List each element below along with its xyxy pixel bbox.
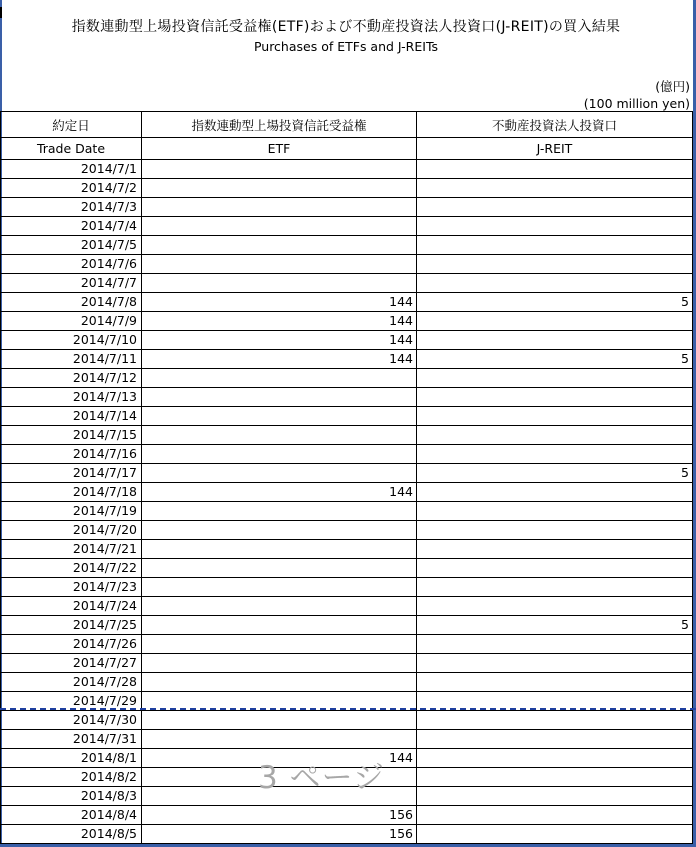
table-row [1, 483, 693, 502]
unit-japanese: (億円) [655, 79, 690, 94]
date-cell[interactable]: 2014/7/9 [1, 312, 142, 331]
table-row [1, 369, 693, 388]
date-cell[interactable]: 2014/7/5 [1, 236, 142, 255]
etf-cell[interactable]: 144 [142, 350, 417, 369]
etf-cell[interactable] [142, 597, 417, 616]
jreit-cell[interactable] [417, 540, 693, 559]
date-cell[interactable]: 2014/7/20 [1, 521, 142, 540]
jreit-cell[interactable] [417, 654, 693, 673]
header-trade-date-en[interactable]: Trade Date [1, 138, 142, 160]
jreit-cell[interactable] [417, 445, 693, 464]
etf-cell[interactable] [142, 445, 417, 464]
etf-cell[interactable] [142, 464, 417, 483]
date-cell[interactable]: 2014/7/2 [1, 179, 142, 198]
jreit-cell[interactable] [417, 597, 693, 616]
jreit-cell[interactable] [417, 312, 693, 331]
etf-cell[interactable] [142, 217, 417, 236]
etf-cell[interactable] [142, 730, 417, 749]
jreit-cell[interactable] [417, 578, 693, 597]
jreit-cell[interactable] [417, 521, 693, 540]
etf-cell[interactable] [142, 179, 417, 198]
table-row [1, 407, 693, 426]
purchases-table [0, 111, 693, 844]
date-cell[interactable]: 2014/7/7 [1, 274, 142, 293]
table-row [1, 521, 693, 540]
date-cell[interactable]: 2014/7/3 [1, 198, 142, 217]
table-row [1, 198, 693, 217]
table-row [1, 730, 693, 749]
unit-english: (100 million yen) [583, 96, 690, 111]
table-row [1, 673, 693, 692]
table-row [1, 559, 693, 578]
etf-cell[interactable] [142, 407, 417, 426]
title-english: Purchases of ETFs and J-REITs [253, 39, 439, 54]
jreit-cell[interactable] [417, 635, 693, 654]
jreit-cell[interactable] [417, 483, 693, 502]
etf-cell[interactable] [142, 274, 417, 293]
jreit-cell[interactable] [417, 825, 693, 844]
header-jreit-jp[interactable]: 不動産投資法人投資口 [417, 112, 693, 138]
etf-cell[interactable]: 156 [142, 825, 417, 844]
etf-cell[interactable] [142, 559, 417, 578]
jreit-cell[interactable] [417, 673, 693, 692]
jreit-cell[interactable] [417, 711, 693, 730]
jreit-cell[interactable] [417, 160, 693, 179]
jreit-cell[interactable] [417, 388, 693, 407]
table-body [1, 160, 693, 844]
table-row [1, 711, 693, 730]
header-etf-en[interactable]: ETF [142, 138, 417, 160]
jreit-cell[interactable] [417, 749, 693, 768]
etf-cell[interactable]: 144 [142, 483, 417, 502]
table-row [1, 217, 693, 236]
date-cell[interactable]: 2014/7/17 [1, 464, 142, 483]
jreit-cell[interactable] [417, 179, 693, 198]
jreit-cell[interactable] [417, 255, 693, 274]
table-row [1, 331, 693, 350]
jreit-cell[interactable]: 5 [417, 464, 693, 483]
header-trade-date-jp[interactable]: 約定日 [1, 112, 142, 138]
table-row [1, 255, 693, 274]
table-row [1, 825, 693, 844]
date-cell[interactable]: 2014/7/14 [1, 407, 142, 426]
etf-cell[interactable] [142, 255, 417, 274]
date-cell[interactable]: 2014/7/30 [1, 711, 142, 730]
etf-cell[interactable] [142, 673, 417, 692]
table-row [1, 654, 693, 673]
jreit-cell[interactable] [417, 369, 693, 388]
date-cell[interactable]: 2014/7/4 [1, 217, 142, 236]
table-row [1, 236, 693, 255]
date-cell[interactable]: 2014/8/3 [1, 787, 142, 806]
date-cell[interactable]: 2014/7/25 [1, 616, 142, 635]
table-row [1, 806, 693, 825]
jreit-cell[interactable] [417, 426, 693, 445]
date-cell[interactable]: 2014/7/23 [1, 578, 142, 597]
etf-cell[interactable] [142, 198, 417, 217]
date-cell[interactable]: 2014/8/2 [1, 768, 142, 787]
table-row [1, 445, 693, 464]
date-cell[interactable]: 2014/7/8 [1, 293, 142, 312]
etf-cell[interactable] [142, 502, 417, 521]
etf-cell[interactable] [142, 540, 417, 559]
etf-cell[interactable] [142, 160, 417, 179]
etf-cell[interactable] [142, 521, 417, 540]
etf-cell[interactable] [142, 369, 417, 388]
jreit-cell[interactable] [417, 217, 693, 236]
jreit-cell[interactable]: 5 [417, 616, 693, 635]
table-row [1, 160, 693, 179]
table-row [1, 312, 693, 331]
date-cell[interactable]: 2014/7/22 [1, 559, 142, 578]
date-cell[interactable]: 2014/8/4 [1, 806, 142, 825]
jreit-cell[interactable] [417, 730, 693, 749]
table-row [1, 616, 693, 635]
jreit-cell[interactable]: 5 [417, 293, 693, 312]
date-cell[interactable]: 2014/8/1 [1, 749, 142, 768]
date-cell[interactable]: 2014/7/6 [1, 255, 142, 274]
etf-cell[interactable] [142, 578, 417, 597]
table-row [1, 293, 693, 312]
etf-cell[interactable]: 144 [142, 749, 417, 768]
date-cell[interactable]: 2014/7/15 [1, 426, 142, 445]
jreit-cell[interactable] [417, 768, 693, 787]
table-row [1, 426, 693, 445]
table-row [1, 597, 693, 616]
date-cell[interactable]: 2014/7/27 [1, 654, 142, 673]
date-cell[interactable]: 2014/7/26 [1, 635, 142, 654]
date-cell[interactable]: 2014/7/29 [1, 692, 142, 711]
table-row [1, 274, 693, 293]
date-cell[interactable]: 2014/7/11 [1, 350, 142, 369]
etf-cell[interactable] [142, 426, 417, 445]
date-cell[interactable]: 2014/7/18 [1, 483, 142, 502]
table-row [1, 578, 693, 597]
etf-cell[interactable]: 144 [142, 331, 417, 350]
jreit-cell[interactable] [417, 806, 693, 825]
etf-cell[interactable] [142, 616, 417, 635]
jreit-cell[interactable] [417, 407, 693, 426]
table-row [1, 388, 693, 407]
table-row [1, 540, 693, 559]
etf-cell[interactable] [142, 635, 417, 654]
etf-cell[interactable]: 144 [142, 293, 417, 312]
date-cell[interactable]: 2014/7/28 [1, 673, 142, 692]
jreit-cell[interactable] [417, 331, 693, 350]
jreit-cell[interactable] [417, 198, 693, 217]
etf-cell[interactable] [142, 236, 417, 255]
table-row [1, 350, 693, 369]
date-cell[interactable]: 2014/7/21 [1, 540, 142, 559]
date-cell[interactable]: 2014/7/31 [1, 730, 142, 749]
date-cell[interactable]: 2014/7/16 [1, 445, 142, 464]
etf-cell[interactable]: 156 [142, 806, 417, 825]
jreit-cell[interactable] [417, 559, 693, 578]
table-row [1, 464, 693, 483]
header-etf-jp[interactable]: 指数連動型上場投資信託受益権 [142, 112, 417, 138]
jreit-cell[interactable]: 5 [417, 350, 693, 369]
page-break-line [0, 708, 696, 710]
date-cell[interactable]: 2014/7/19 [1, 502, 142, 521]
table-row [1, 635, 693, 654]
table-row [1, 502, 693, 521]
jreit-cell[interactable] [417, 274, 693, 293]
date-cell[interactable]: 2014/7/12 [1, 369, 142, 388]
etf-cell[interactable] [142, 654, 417, 673]
header-jreit-en[interactable]: J-REIT [417, 138, 693, 160]
jreit-cell[interactable] [417, 787, 693, 806]
date-cell[interactable]: 2014/7/13 [1, 388, 142, 407]
jreit-cell[interactable] [417, 502, 693, 521]
table-row [1, 179, 693, 198]
etf-cell[interactable] [142, 711, 417, 730]
jreit-cell[interactable] [417, 236, 693, 255]
page-number-watermark: 3 ページ [258, 760, 385, 796]
etf-cell[interactable]: 144 [142, 312, 417, 331]
date-cell[interactable]: 2014/7/10 [1, 331, 142, 350]
title-japanese: 指数連動型上場投資信託受益権(ETF)および不動産投資法人投資口(J-REIT)の買入結果 [71, 19, 621, 35]
date-cell[interactable]: 2014/7/24 [1, 597, 142, 616]
date-cell[interactable]: 2014/7/1 [1, 160, 142, 179]
etf-cell[interactable] [142, 388, 417, 407]
date-cell[interactable]: 2014/8/5 [1, 825, 142, 844]
